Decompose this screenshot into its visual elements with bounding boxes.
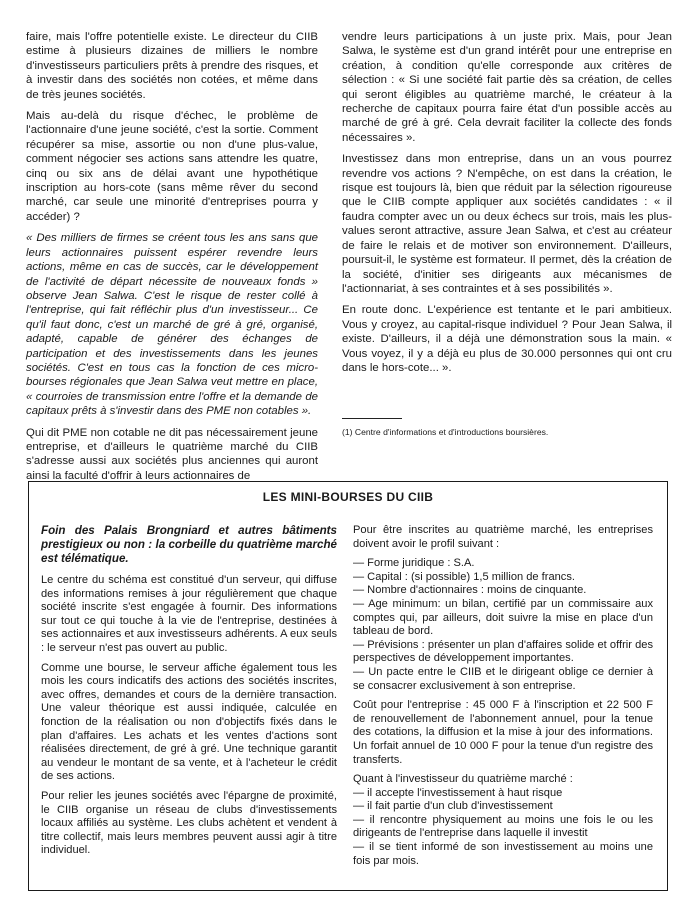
article-quote-paragraph: « Des milliers de firmes se créent tous les ans sans que leurs actionnaires puissent espérer revendre leurs actions, même en cas de succès, car le développement de l'activité de départ nécessite de nouveaux fonds » observe Jean Salwa. C'est le risque de rester collé à l'entreprise, qui fait réfléchir plus d'un investisseur... Ce qu'il faut donc, c'est un marché de gré à gré, organisé, adapté, capable de générer des échanges de participation et des investissements dans les jeunes sociétés. C'est en tous cas la fonction de ces micro-bourses régionales que Jean Salwa veut mettre en place, « courroies de transmission entre l'offre et la demande de capitaux prêts à s'investir dans des PME non cotables ». <box>26 232 318 418</box>
profile-intro: Pour être inscrites au quatrième marché, les entreprises doivent avoir le profil suivant : <box>353 524 653 550</box>
investor-item: — il se tient informé de son investissement au moins une fois par mois. <box>353 841 653 867</box>
profile-item: — Age minimum: un bilan, certifié par un commissaire aux comptes qui, par ailleurs, doit suivre la mise en place d'un tableau de bord. <box>353 597 653 638</box>
cost-paragraph: Coût pour l'entreprise : 45 000 F à l'inscription et 22 500 F de renouvellement de l'abonnement annuel, pour la tenue des cotations, la diffusion et la mise à jour des informations. Un forfait annuel de 10 000 F pour la tenue d'un registre des transferts. <box>353 699 653 766</box>
investor-item: — il fait partie d'un club d'investissement <box>353 800 553 813</box>
profile-item: — Capital : (si possible) 1,5 million de francs. <box>353 570 575 583</box>
box-paragraph: Le centre du schéma est constitué d'un serveur, qui diffuse des informations remises à jour régulièrement que chaque société inscrite s'est engagée à fournir. Des informations sur tout ce qui touche à la vie de l'entreprise, destinées à ses actionnaires et aux investisseurs adhérents. A eux seuls : le serveur n'est pas ouvert au public. <box>41 574 337 654</box>
article-paragraph: faire, mais l'offre potentielle existe. Le directeur du CIIB estime à plusieurs dizaines de milliers le nombre d'investisseurs particuliers prêts à prendre des risques, et à investir dans des sociétés non cotées, et même dans de très jeunes sociétés. <box>26 31 318 101</box>
article-paragraph: Investissez dans mon entreprise, dans un an vous pourrez revendre vos actions ? N'empêche, on est dans la création, le risque est toujours là, bien que réduit par la sélection rigoureuse que le CIIB compte appliquer aux sociétés candidates : « il faudra compter avec un ou deux échecs sur trois, mais les plus-values seront attractive, assure Jean Salwa, et c'est au créateur de faire le relais et de motiver son environnement. D'ailleurs, poursuit-il, le système est formateur. Il permet, dès la création de la société, d'initier ses dirigeants aux mécanismes de l'actionnariat, à ses contraintes et à ses possibilités ». <box>342 153 672 295</box>
box-paragraph: Pour relier les jeunes sociétés avec l'épargne de proximité, le CIIB organise un réseau de clubs d'investissements locaux affiliés au système. Les clubs achètent et vendent à titre collectif, mais leurs membres peuvent aussi agir à titre individuel. <box>41 789 337 857</box>
article-paragraph: vendre leurs participations à un juste prix. Mais, pour Jean Salwa, le système est d'un grand intérêt pour une entreprise en création, à condition qu'elle corresponde aux critères de sélection : « Si une société fait partie dès sa création, de celles qui seront éligibles au quatrième marché, le créateur à la recherche de capitaux pourra faire état d'un possible accès au marché de gré à gré. Cela devrait faciliter la collecte des fonds nécessaires ». <box>342 31 672 144</box>
article-paragraph: Qui dit PME non cotable ne dit pas nécessairement jeune entreprise, et d'ailleurs le quatrième marché du CIIB s'adresse aussi aux sociétés plus anciennes qui auront ainsi la faculté d'offrir à leurs actionnaires de <box>26 426 318 482</box>
profile-item: — Nombre d'actionnaires : moins de cinquante. <box>353 584 587 597</box>
profile-item: — Prévisions : présenter un plan d'affaires solide et offrir des perspectives de développement importantes. <box>353 638 653 665</box>
footnote: (1) Centre d'informations et d'introductions boursières. <box>342 427 549 437</box>
article-right-column <box>342 30 672 382</box>
profile-list <box>353 557 653 693</box>
box-left-column <box>41 524 337 864</box>
article-left-column <box>26 30 318 490</box>
investor-intro: Quant à l'investisseur du quatrième marché : <box>353 773 573 786</box>
investor-item: — il accepte l'investissement à haut risque <box>353 786 563 799</box>
box-paragraph: Comme une bourse, le serveur affiche également tous les mois les cours indicatifs des actions des sociétés inscrites, avec offres, demandes et cours de la dernière transaction. Une valeur théorique est aussi indiquée, calculée en fonction de la réalisation ou non d'objectifs fixés dans le plan d'affaires. Les achats et les ventes d'actions sont réalisées directement, de gré à gré. Une technique garantit au vendeur le montant de sa vente, et à l'acheteur le crédit de ses actions. <box>41 661 337 783</box>
investor-list <box>353 773 653 868</box>
investor-item: — il rencontre physiquement au moins une fois le ou les dirigeants de l'entreprise dans laquelle il investit <box>353 813 653 840</box>
article-paragraph: Mais au-delà du risque d'échec, le problème de l'actionnaire d'une jeune société, c'est la sortie. Comment récupérer sa mise, assortie ou non d'une plus-value, comment négocier ses actions sans attendre les quatre, cinq ou six ans de délai avant une hypothétique inscription au hors-cote (sans même rêver du second marché, car seule une minorité d'entreprises pourra y accéder) ? <box>26 110 318 223</box>
footnote-divider <box>342 418 402 419</box>
profile-item: — Un pacte entre le CIIB et le dirigeant oblige ce dernier à se consacrer exclusivement à son entreprise. <box>353 665 653 692</box>
box-title: LES MINI-BOURSES DU CIIB <box>262 490 434 504</box>
article-paragraph: En route donc. L'expérience est tentante et le pari ambitieux. Vous y croyez, au capital-risque individuel ? Pour Jean Salwa, il existe. D'ailleurs, il a déjà une démonstration sous la main. « Vous voyez, il y a déjà eu plus de 30.000 personnes qui ont cru dans le hors-cote... ». <box>342 304 672 374</box>
sidebar-box <box>28 481 668 891</box>
box-lead: Foin des Palais Brongniard et autres bâtiments prestigieux ou non : la corbeille du quatrième marché est télématique. <box>41 524 337 565</box>
box-right-column <box>353 524 653 874</box>
profile-item: — Forme juridique : S.A. <box>353 557 475 570</box>
